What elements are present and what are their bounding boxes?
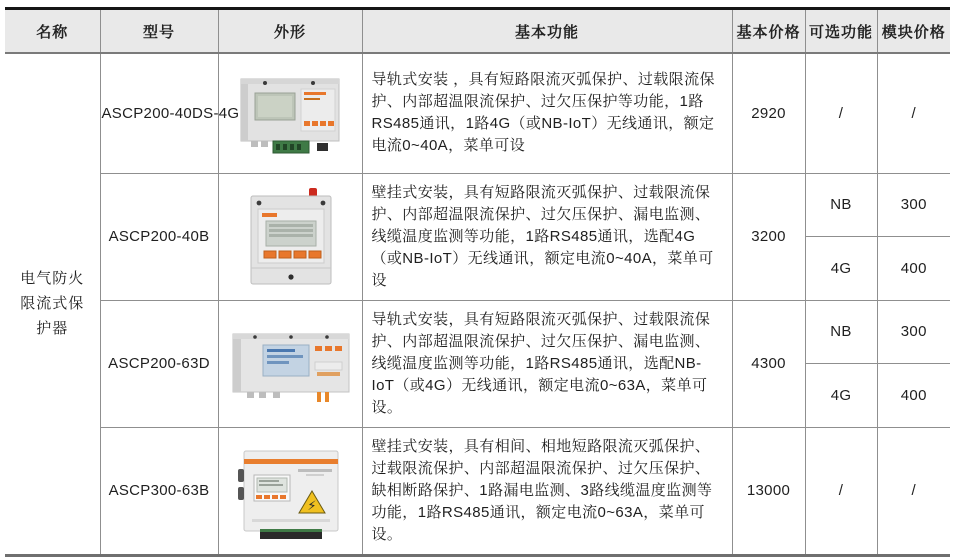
category-cell: 电气防火限流式保护器 <box>5 53 100 555</box>
product-image-cell <box>218 173 362 300</box>
header-row <box>5 9 950 54</box>
optional-function-cell: NB <box>805 173 877 237</box>
model-cell: ASCP200-40DS-4G <box>100 53 218 173</box>
module-price-cell: / <box>877 53 950 173</box>
module-price-cell: / <box>877 427 950 555</box>
module-price-cell: 300 <box>877 173 950 237</box>
module-price-cell: 300 <box>877 300 950 364</box>
col-header-base-price: 基本价格 <box>732 9 805 54</box>
table-row <box>5 427 950 555</box>
table-row <box>5 173 950 237</box>
optional-function-cell: / <box>805 427 877 555</box>
table-row <box>5 300 950 364</box>
col-header-name: 名称 <box>5 9 100 54</box>
col-header-basic-function: 基本功能 <box>362 9 732 54</box>
col-header-appearance: 外形 <box>218 9 362 54</box>
product-image-cell <box>218 53 362 173</box>
base-price-cell: 13000 <box>732 427 805 555</box>
function-cell: 壁挂式安装，具有相间、相地短路限流灭弧保护、过载限流保护、内部超温限流保护、过欠压保护、缺相断路保护、1路漏电监测、3路线缆温度监测等功能，1路RS485通讯，额定电流0~63A，菜单可设。 <box>362 427 732 555</box>
function-cell: 导轨式安装 ，具有短路限流灭弧保护、过载限流保护、内部超温限流保护、过欠压保护等功能，1路RS485通讯，1路4G（或NB-IoT）无线通讯，额定电流0~40A，菜单可设 <box>362 53 732 173</box>
model-cell: ASCP200-63D <box>100 300 218 427</box>
base-price-cell: 3200 <box>732 173 805 300</box>
optional-function-cell: NB <box>805 300 877 364</box>
col-header-optional-function: 可选功能 <box>805 9 877 54</box>
col-header-model: 型号 <box>100 9 218 54</box>
din-rail-protector-4g-image <box>231 65 349 161</box>
optional-function-cell: 4G <box>805 237 877 301</box>
product-image-cell <box>218 427 362 555</box>
product-price-table <box>5 7 950 557</box>
table-row <box>5 53 950 173</box>
product-image-cell <box>218 300 362 427</box>
function-cell: 导轨式安装，具有短路限流灭弧保护、过载限流保护、内部超温限流保护、过欠压保护、漏电监测、线缆温度监测等功能，1路RS485通讯，选配NB-IoT（或4G）无线通讯，额定电流0~63A，菜单可设。 <box>362 300 732 427</box>
optional-function-cell: / <box>805 53 877 173</box>
model-cell: ASCP200-40B <box>100 173 218 300</box>
svg-text:⚡: ⚡ <box>307 498 317 514</box>
optional-function-cell: 4G <box>805 364 877 428</box>
wall-mount-protector-40b-image <box>231 182 349 292</box>
function-cell: 壁挂式安装，具有短路限流灭弧保护、过载限流保护、内部超温限流保护、过欠压保护、漏电监测、线缆温度监测等功能，1路RS485通讯，选配4G（或NB-IoT）无线通讯，额定电流0~40A，菜单可设 <box>362 173 732 300</box>
model-cell: ASCP300-63B <box>100 427 218 555</box>
wall-mount-protector-63b-image <box>228 439 352 543</box>
module-price-cell: 400 <box>877 364 950 428</box>
din-rail-protector-63d-image <box>225 316 355 412</box>
base-price-cell: 4300 <box>732 300 805 427</box>
col-header-module-price: 模块价格 <box>877 9 950 54</box>
base-price-cell: 2920 <box>732 53 805 173</box>
module-price-cell: 400 <box>877 237 950 301</box>
